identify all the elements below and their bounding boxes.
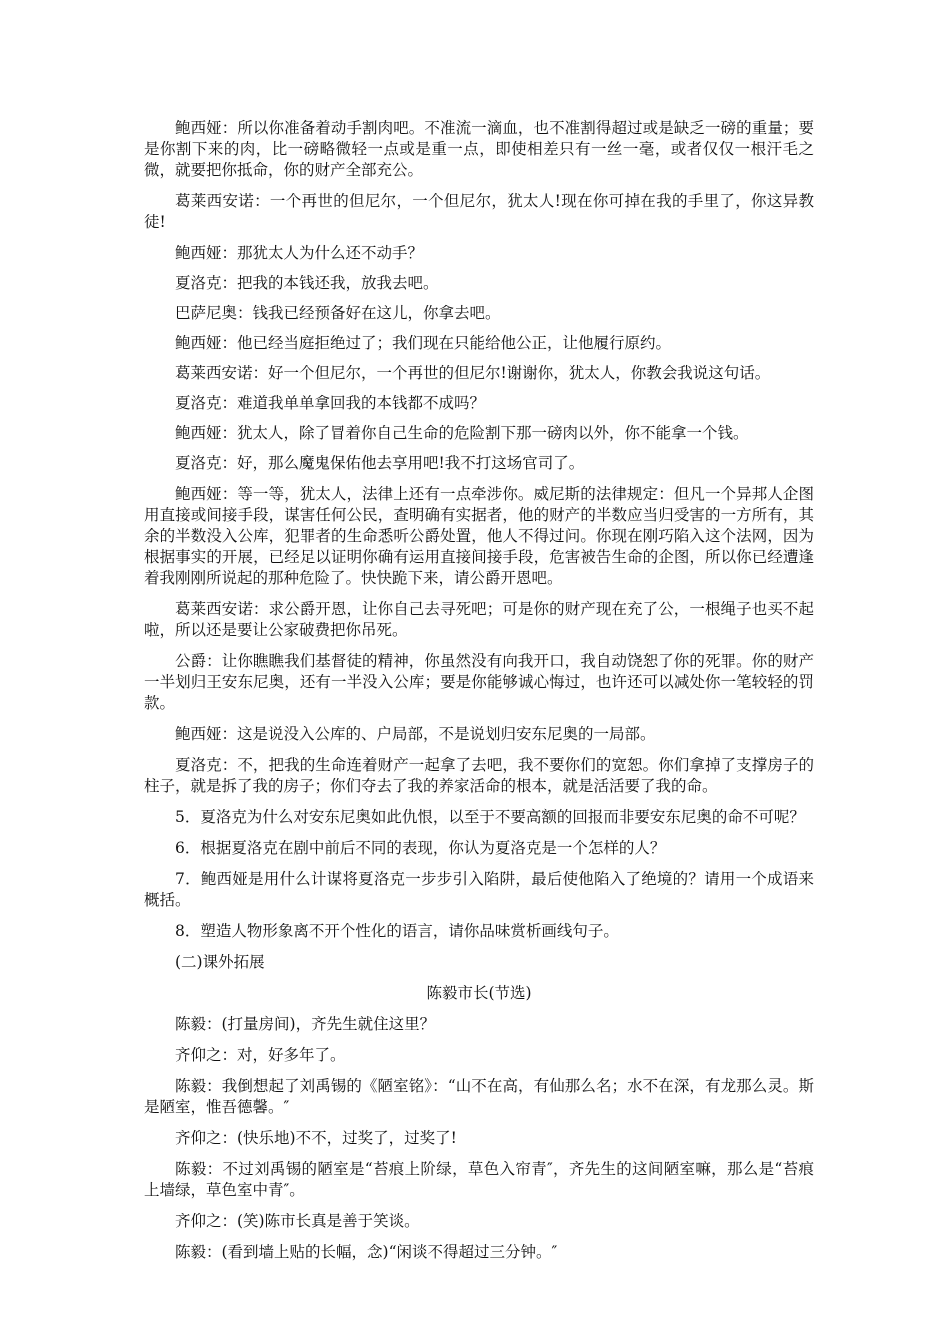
dialogue-paragraph: 陈毅：(打量房间)，齐先生就住这里？	[175, 1015, 436, 1033]
dialogue-paragraph: 鲍西娅：那犹太人为什么还不动手？	[175, 244, 424, 262]
question-7: 7．鲍西娅是用什么计谋将夏洛克一步步引入陷阱，最后使他陷入了绝境的？请用一个成语来概括。	[144, 870, 814, 909]
dialogue-paragraph: 鲍西娅：所以你准备着动手割肉吧。不准流一滴血，也不准割得超过或是缺乏一磅的重量；要是你割下来的肉，比一磅略微轻一点或是重一点，即使相差只有一丝一毫，或者仅仅一根汗毛之微，就要把你抵命，你的财产全部充公。	[144, 119, 814, 179]
dialogue-paragraph: 齐仰之：(快乐地)不不，过奖了，过奖了!	[175, 1129, 457, 1147]
document-page	[144, 118, 814, 1273]
dialogue-paragraph: 鲍西娅：犹太人，除了冒着你自己生命的危险割下那一磅肉以外，你不能拿一个钱。	[175, 424, 749, 442]
dialogue-paragraph: 齐仰之：(笑)陈市长真是善于笑谈。	[175, 1212, 420, 1230]
dialogue-paragraph: 公爵：让你瞧瞧我们基督徒的精神，你虽然没有向我开口，我自动饶恕了你的死罪。你的财产一半划归王安东尼奥，还有一半没入公库；要是你能够诚心悔过，也许还可以减处你一笔较轻的罚款。	[144, 652, 814, 712]
section-heading: (二)课外拓展	[175, 953, 265, 971]
dialogue-paragraph: 巴萨尼奥：钱我已经预备好在这儿，你拿去吧。	[175, 304, 501, 322]
dialogue-paragraph: 陈毅：不过刘禹锡的陋室是“苔痕上阶绿，草色入帘青″，齐先生的这间陋室嘛，那么是“苔痕上墙绿，草色室中青″。	[144, 1160, 814, 1199]
dialogue-paragraph: 齐仰之：对，好多年了。	[175, 1046, 346, 1064]
dialogue-paragraph: 鲍西娅：他已经当庭拒绝过了；我们现在只能给他公正，让他履行原约。	[175, 334, 672, 352]
dialogue-paragraph: 夏洛克：把我的本钱还我，放我去吧。	[175, 274, 439, 292]
dialogue-paragraph: 葛莱西安诺：求公爵开恩，让你自己去寻死吧；可是你的财产现在充了公，一根绳子也买不起啦，所以还是要让公家破费把你吊死。	[144, 600, 814, 639]
dialogue-paragraph: 葛莱西安诺：一个再世的但尼尔，一个但尼尔，犹太人!现在你可掉在我的手里了，你这异教徒!	[144, 192, 814, 231]
dialogue-paragraph: 葛莱西安诺：好一个但尼尔，一个再世的但尼尔!谢谢你，犹太人，你教会我说这句话。	[175, 364, 771, 382]
question-6: 6．根据夏洛克在剧中前后不同的表现，你认为夏洛克是一个怎样的人？	[175, 839, 666, 857]
question-5: 5．夏洛克为什么对安东尼奥如此仇恨，以至于不要高额的回报而非要安东尼奥的命不可呢？	[175, 808, 805, 826]
dialogue-paragraph: 鲍西娅：这是说没入公库的、户局部，不是说划归安东尼奥的一局部。	[175, 725, 656, 743]
dialogue-paragraph: 夏洛克：难道我单单拿回我的本钱都不成吗？	[175, 394, 486, 412]
dialogue-paragraph: 夏洛克：好，那么魔鬼保佑他去享用吧!我不打这场官司了。	[175, 454, 585, 472]
dialogue-paragraph: 鲍西娅：等一等，犹太人，法律上还有一点牵涉你。威尼斯的法律规定：但凡一个异邦人企图用直接或间接手段，谋害任何公民，查明确有实据者，他的财产的半数应当归受害的一方所有，其余的半数没入公库，犯罪者的生命悉听公爵处置，他人不得过问。你现在刚巧陷入这个法网，因为根据事实的开展，已经足以证明你确有运用直接间接手段，危害被告生命的企图，所以你已经遭逢着我刚刚所说起的那种危险了。快快跪下来，请公爵开恩吧。	[144, 485, 814, 587]
question-8: 8．塑造人物形象离不开个性化的语言，请你品味赏析画线句子。	[175, 922, 619, 940]
dialogue-paragraph: 陈毅：我倒想起了刘禹锡的《陋室铭》：“山不在高，有仙那么名；水不在深，有龙那么灵。斯是陋室，惟吾德馨。″	[144, 1077, 814, 1116]
excerpt-title: 陈毅市长(节选)	[426, 984, 532, 1002]
dialogue-paragraph: 夏洛克：不，把我的生命连着财产一起拿了去吧，我不要你们的宽恕。你们拿掉了支撑房子的柱子，就是拆了我的房子；你们夺去了我的养家活命的根本，就是活活要了我的命。	[144, 756, 814, 795]
dialogue-paragraph: 陈毅：(看到墙上贴的长幅，念)“闲谈不得超过三分钟。″	[175, 1243, 558, 1261]
